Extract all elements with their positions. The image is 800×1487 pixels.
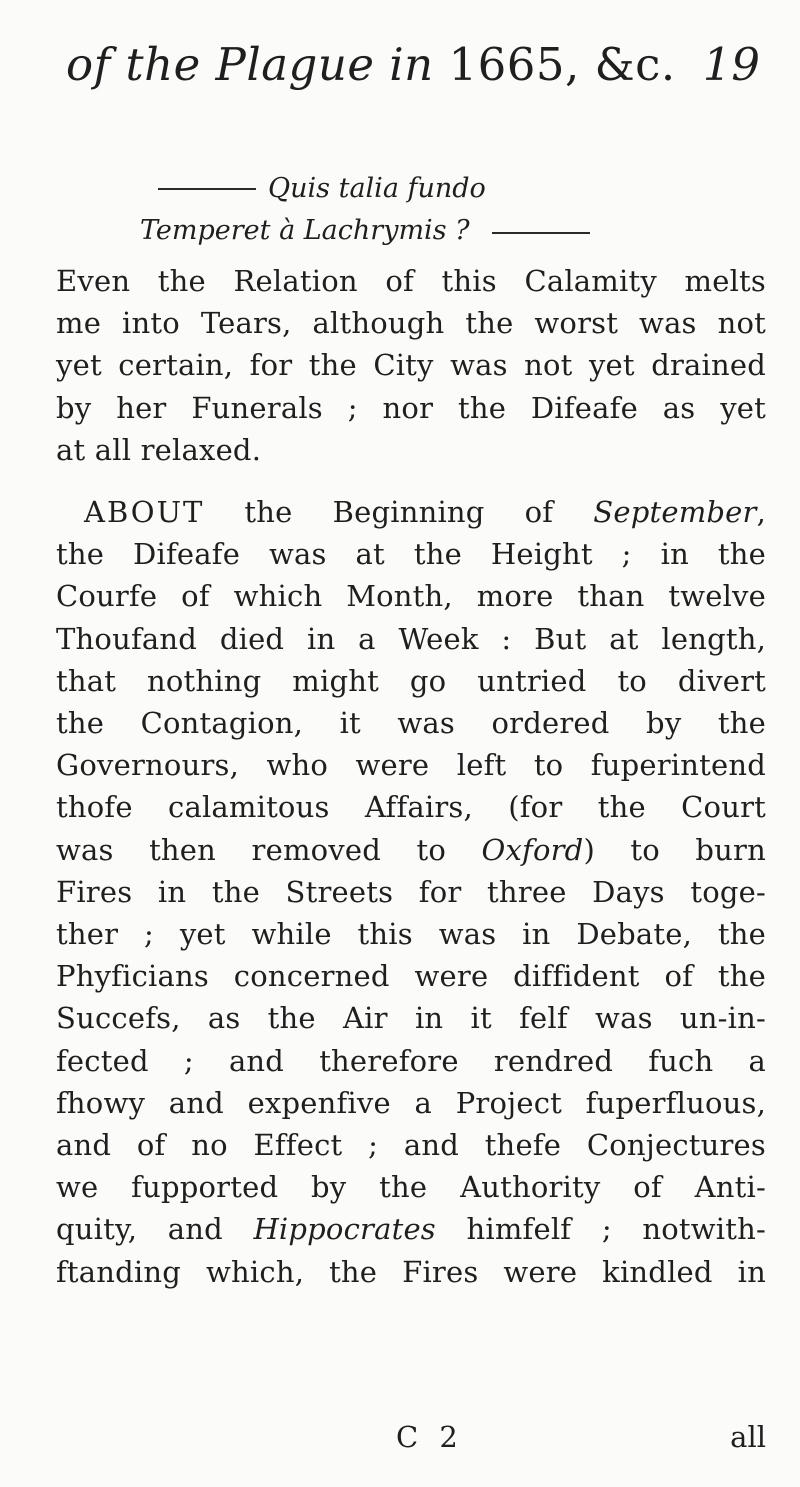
page-header xyxy=(66,38,766,108)
catchword: all xyxy=(730,1420,766,1454)
running-title-suffix: , &c. xyxy=(564,38,676,91)
text-line: thofe calamitous Affairs, (for the Court xyxy=(56,790,766,825)
text-line: fhowy and expenfive a Project fuperfluous, xyxy=(56,1085,766,1120)
text-line: by her Funerals ; nor the Difeafe as yet xyxy=(56,390,766,425)
text-line: was then removed to Oxford) to burn xyxy=(56,832,766,867)
text-line: we fupported by the Authority of Anti- xyxy=(56,1170,766,1205)
paragraph-2 xyxy=(56,491,766,1293)
text-line: ABOUT the Beginning of September, xyxy=(84,495,766,529)
text-line: Phyficians concerned were diffident of the xyxy=(56,959,766,994)
running-title-prefix: of the Plague in xyxy=(66,38,449,91)
text-line: and of no Effect ; and thefe Conjectures xyxy=(56,1128,766,1163)
epigraph xyxy=(140,168,610,252)
text-line: quity, and Hippocrates himfelf ; notwith- xyxy=(56,1212,766,1247)
text-line: at all relaxed. xyxy=(56,432,262,467)
text-line: ftanding which, the Fires were kindled in xyxy=(56,1254,766,1289)
epigraph-line-2: Temperet à Lachrymis ? xyxy=(140,210,610,252)
text-line: Governours, who were left to fuperintend xyxy=(56,748,766,783)
text-line: me into Tears, although the worst was not xyxy=(56,306,766,341)
text-line: Even the Relation of this Calamity melts xyxy=(56,264,766,298)
signature-mark: C 2 xyxy=(396,1420,464,1454)
text-line: fected ; and therefore rendred fuch a xyxy=(56,1043,766,1078)
paragraph-1 xyxy=(56,260,766,471)
text-line: Thoufand died in a Week : But at length, xyxy=(56,621,766,656)
text-line: that nothing might go untried to divert xyxy=(56,663,766,698)
epigraph-line-1: Quis talia fundo xyxy=(140,168,610,210)
text-line: Succefs, as the Air in it felf was un-in- xyxy=(56,1001,766,1036)
text-line: yet certain, for the City was not yet drained xyxy=(56,348,766,383)
text-line: ther ; yet while this was in Debate, the xyxy=(56,917,766,952)
running-title-year: 1665 xyxy=(448,38,565,91)
running-title xyxy=(66,38,676,91)
page-number: 19 xyxy=(702,38,760,91)
text-line: Fires in the Streets for three Days toge- xyxy=(56,874,766,909)
text-line: the Difeafe was at the Height ; in the xyxy=(56,537,766,572)
text-line: Courfe of which Month, more than twelve xyxy=(56,579,766,614)
text-line: the Contagion, it was ordered by the xyxy=(56,706,766,741)
page-footer xyxy=(56,1420,766,1462)
